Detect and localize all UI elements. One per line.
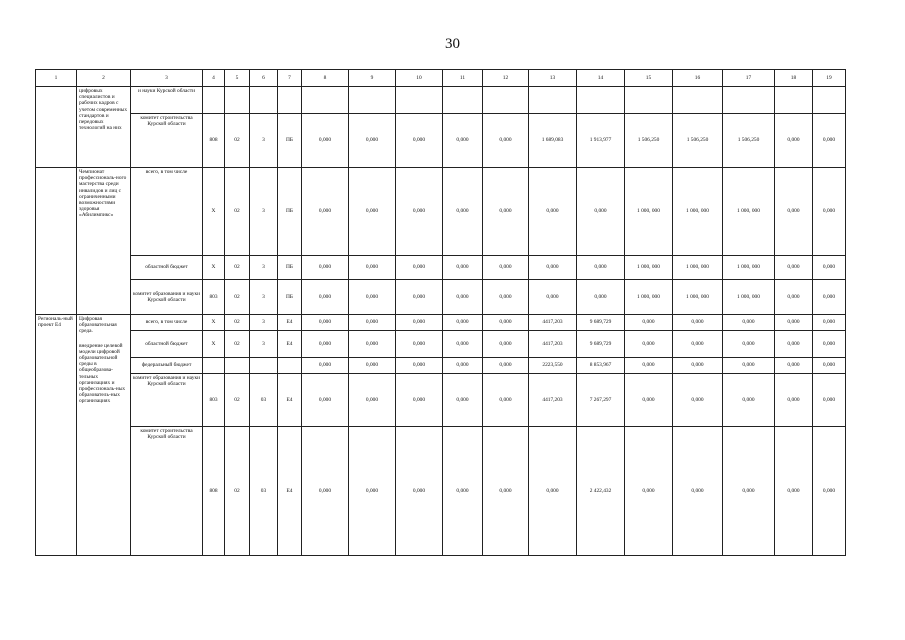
cell-value: 0,000 [396, 256, 443, 280]
cell-value: 0,000 [775, 331, 813, 358]
cell-value: 1 000, 000 [723, 256, 775, 280]
cell-value: 4417,203 [529, 315, 577, 331]
cell-empty [673, 87, 723, 114]
cell-value: 0,000 [302, 374, 349, 427]
cell-value: 0,000 [443, 114, 483, 168]
cell-empty [813, 87, 846, 114]
cell-value: 1 000, 000 [673, 256, 723, 280]
cell-value: 0,000 [302, 168, 349, 256]
table-row [36, 114, 846, 168]
cell-value: 0,000 [483, 280, 529, 315]
cell-executor: комитет образования и науки Курской области [131, 374, 203, 427]
cell-value: 0,000 [625, 331, 673, 358]
table-row [36, 374, 846, 427]
cell-empty [396, 87, 443, 114]
cell-value: 0,000 [349, 168, 396, 256]
cell-value: 808 [203, 114, 225, 168]
cell-value: 3 [250, 168, 278, 256]
cell-value: ПБ [278, 280, 302, 315]
cell-executor: всего, в том числе [131, 315, 203, 331]
cell-value: 0,000 [302, 427, 349, 556]
cell-value: 3 [250, 331, 278, 358]
header-cell: 8 [302, 70, 349, 87]
cell-value: 0,000 [349, 315, 396, 331]
table-row [36, 256, 846, 280]
cell-value: 02 [225, 256, 250, 280]
cell-executor: комитет образования и науки Курской области [131, 280, 203, 315]
cell-value: 0,000 [673, 374, 723, 427]
header-cell: 13 [529, 70, 577, 87]
header-row [36, 70, 846, 87]
cell-project: Региональ-ный проект Е4 [36, 315, 77, 556]
table-row [36, 280, 846, 315]
cell-value: 0,000 [625, 315, 673, 331]
cell-value: 0,000 [775, 374, 813, 427]
cell-empty [278, 358, 302, 374]
cell-value: 3 [250, 114, 278, 168]
cell-value: 0,000 [813, 358, 846, 374]
cell-value: 808 [203, 427, 225, 556]
cell-value: 0,000 [529, 427, 577, 556]
cell-value: 0,000 [529, 168, 577, 256]
cell-value: 0,000 [775, 256, 813, 280]
header-cell: 2 [77, 70, 131, 87]
cell-value: 0,000 [577, 168, 625, 256]
cell-value: 02 [225, 374, 250, 427]
cell-empty [250, 87, 278, 114]
cell-value: ПБ [278, 256, 302, 280]
cell-value: 0,000 [349, 280, 396, 315]
cell-executor: всего, в том числе [131, 168, 203, 256]
cell-empty [625, 87, 673, 114]
cell-value: 0,000 [483, 168, 529, 256]
cell-value: 0,000 [775, 427, 813, 556]
header-cell: 14 [577, 70, 625, 87]
header-cell: 1 [36, 70, 77, 87]
cell-value: 0,000 [349, 358, 396, 374]
cell-empty [225, 358, 250, 374]
cell-empty [775, 87, 813, 114]
cell-value: 0,000 [775, 315, 813, 331]
cell-executor: областной бюджет [131, 256, 203, 280]
header-cell: 17 [723, 70, 775, 87]
cell-value: 0,000 [483, 427, 529, 556]
event-description: внедрение целевой модели цифровой образовательной среды в общеобразова-тельных организациях и профессиональ-ных образователь-ных организациях [79, 342, 126, 405]
cell-value: 803 [203, 374, 225, 427]
cell-value: 1 689,083 [529, 114, 577, 168]
cell-value: 1 000, 000 [673, 280, 723, 315]
header-cell: 10 [396, 70, 443, 87]
cell-value: ПБ [278, 168, 302, 256]
cell-value: 803 [203, 280, 225, 315]
cell-value: 0,000 [396, 374, 443, 427]
cell-value: 9 689,729 [577, 315, 625, 331]
cell-value: 0,000 [396, 315, 443, 331]
budget-table [35, 69, 846, 556]
cell-value: 0,000 [723, 358, 775, 374]
cell-empty [278, 87, 302, 114]
cell-value: 0,000 [625, 374, 673, 427]
cell-empty [203, 87, 225, 114]
event-title: Цифровая образовательная среда. [79, 316, 117, 335]
cell-value: 0,000 [443, 256, 483, 280]
table-row [36, 168, 846, 256]
cell-value: 0,000 [723, 331, 775, 358]
cell-value: 0,000 [813, 114, 846, 168]
cell-value: 0,000 [349, 427, 396, 556]
cell-value: 0,000 [723, 374, 775, 427]
cell-empty [577, 87, 625, 114]
header-cell: 11 [443, 70, 483, 87]
cell-value: 0,000 [302, 280, 349, 315]
cell-value: 0,000 [349, 256, 396, 280]
cell-value: 0,000 [483, 331, 529, 358]
cell-value: 1 506,250 [723, 114, 775, 168]
cell-event-name: цифровых специалистов и рабочих кадров с учетом современных стандартов и передовых технологий на них [77, 87, 131, 168]
cell-empty [723, 87, 775, 114]
cell-value: 0,000 [443, 168, 483, 256]
cell-value: 0,000 [349, 114, 396, 168]
cell-value: 8 853,967 [577, 358, 625, 374]
cell-empty [302, 87, 349, 114]
cell-value: 03 [250, 374, 278, 427]
cell-value: 0,000 [775, 168, 813, 256]
cell-executor: комитет строительства Курской области [131, 427, 203, 556]
cell-value: 0,000 [775, 358, 813, 374]
cell-executor: областной бюджет [131, 331, 203, 358]
spacer [79, 335, 128, 343]
cell-value: 0,000 [302, 331, 349, 358]
header-cell: 3 [131, 70, 203, 87]
cell-value: 0,000 [443, 331, 483, 358]
cell-value: 0,000 [349, 374, 396, 427]
cell-value: 0,000 [302, 114, 349, 168]
cell-event-name: Чемпионат профессиональ-ного мастерства среди инвалидов и лиц с ограниченными возможностями здоровья «Абилимпикс» [77, 168, 131, 315]
cell-value: 0,000 [673, 427, 723, 556]
cell-value: 2223,550 [529, 358, 577, 374]
cell-value: 1 506,250 [673, 114, 723, 168]
cell-value: 02 [225, 114, 250, 168]
cell-value: 0,000 [625, 427, 673, 556]
cell-value: 0,000 [577, 256, 625, 280]
cell-value: 1 000, 000 [625, 256, 673, 280]
table-row [36, 315, 846, 331]
header-cell: 12 [483, 70, 529, 87]
table-row [36, 427, 846, 556]
cell-value: 0,000 [775, 114, 813, 168]
cell-value: 0,000 [443, 374, 483, 427]
cell-value: 0,000 [302, 256, 349, 280]
cell-event-name [77, 315, 131, 556]
cell-empty [443, 87, 483, 114]
cell-value: 0,000 [813, 374, 846, 427]
cell-value: 02 [225, 331, 250, 358]
cell-value: 0,000 [529, 280, 577, 315]
header-cell: 19 [813, 70, 846, 87]
cell-value: Е4 [278, 427, 302, 556]
cell-empty [529, 87, 577, 114]
cell-value: 1 913,977 [577, 114, 625, 168]
cell-executor: федеральный бюджет [131, 358, 203, 374]
cell-value: 9 689,729 [577, 331, 625, 358]
header-cell: 16 [673, 70, 723, 87]
cell-value: 1 000, 000 [723, 280, 775, 315]
cell-value: 3 [250, 280, 278, 315]
cell-value: 0,000 [723, 427, 775, 556]
table-row [36, 331, 846, 358]
header-cell: 7 [278, 70, 302, 87]
cell-value: 0,000 [396, 358, 443, 374]
cell-value: 0,000 [483, 256, 529, 280]
cell-value: 03 [250, 427, 278, 556]
cell-value: 0,000 [813, 256, 846, 280]
cell-value: Е4 [278, 315, 302, 331]
header-cell: 15 [625, 70, 673, 87]
cell-value: 4417,203 [529, 331, 577, 358]
cell-value: 1 000, 000 [673, 168, 723, 256]
cell-value: 0,000 [396, 280, 443, 315]
cell-col1 [36, 87, 77, 168]
table-row [36, 358, 846, 374]
cell-value: X [203, 331, 225, 358]
cell-value: 0,000 [813, 280, 846, 315]
cell-value: Е4 [278, 331, 302, 358]
cell-value: 0,000 [813, 168, 846, 256]
cell-col1 [36, 168, 77, 315]
cell-empty [250, 358, 278, 374]
cell-value: 0,000 [673, 315, 723, 331]
cell-value: 0,000 [775, 280, 813, 315]
cell-value: 4417,203 [529, 374, 577, 427]
cell-value: 0,000 [673, 358, 723, 374]
cell-value: 0,000 [396, 114, 443, 168]
cell-value: 0,000 [813, 427, 846, 556]
cell-value: 1 000, 000 [625, 280, 673, 315]
header-cell: 4 [203, 70, 225, 87]
cell-value: 0,000 [443, 280, 483, 315]
cell-value: 0,000 [483, 315, 529, 331]
header-cell: 18 [775, 70, 813, 87]
page-number: 30 [445, 36, 460, 52]
cell-value: 0,000 [483, 114, 529, 168]
cell-value: 0,000 [577, 280, 625, 315]
header-cell: 6 [250, 70, 278, 87]
cell-executor: комитет строительства Курской области [131, 114, 203, 168]
cell-empty [225, 87, 250, 114]
cell-value: 0,000 [396, 331, 443, 358]
cell-executor: и науки Курской области [131, 87, 203, 114]
cell-value: 0,000 [443, 427, 483, 556]
cell-value: 0,000 [723, 315, 775, 331]
cell-empty [483, 87, 529, 114]
cell-value: X [203, 315, 225, 331]
header-cell: 5 [225, 70, 250, 87]
header-cell: 9 [349, 70, 396, 87]
cell-value: 0,000 [673, 331, 723, 358]
cell-value: 0,000 [443, 315, 483, 331]
cell-value: 0,000 [813, 331, 846, 358]
cell-value: 02 [225, 280, 250, 315]
cell-value: 02 [225, 168, 250, 256]
cell-value: 3 [250, 315, 278, 331]
cell-value: 2 422,432 [577, 427, 625, 556]
cell-value: 0,000 [302, 315, 349, 331]
cell-value: 0,000 [396, 168, 443, 256]
cell-empty [349, 87, 396, 114]
cell-value: Е4 [278, 374, 302, 427]
cell-value: 0,000 [302, 358, 349, 374]
cell-value: 1 000, 000 [723, 168, 775, 256]
cell-value: 1 000, 000 [625, 168, 673, 256]
cell-value: 02 [225, 427, 250, 556]
cell-value: 0,000 [483, 358, 529, 374]
cell-value: 0,000 [529, 256, 577, 280]
cell-value: X [203, 256, 225, 280]
cell-value: 0,000 [625, 358, 673, 374]
cell-empty [203, 358, 225, 374]
cell-value: X [203, 168, 225, 256]
cell-value: 1 506,250 [625, 114, 673, 168]
cell-value: 0,000 [483, 374, 529, 427]
cell-value: 0,000 [443, 358, 483, 374]
cell-value: ПБ [278, 114, 302, 168]
cell-value: 3 [250, 256, 278, 280]
cell-value: 7 267,297 [577, 374, 625, 427]
table-row [36, 87, 846, 114]
cell-value: 0,000 [349, 331, 396, 358]
cell-value: 0,000 [396, 427, 443, 556]
cell-value: 02 [225, 315, 250, 331]
cell-value: 0,000 [813, 315, 846, 331]
